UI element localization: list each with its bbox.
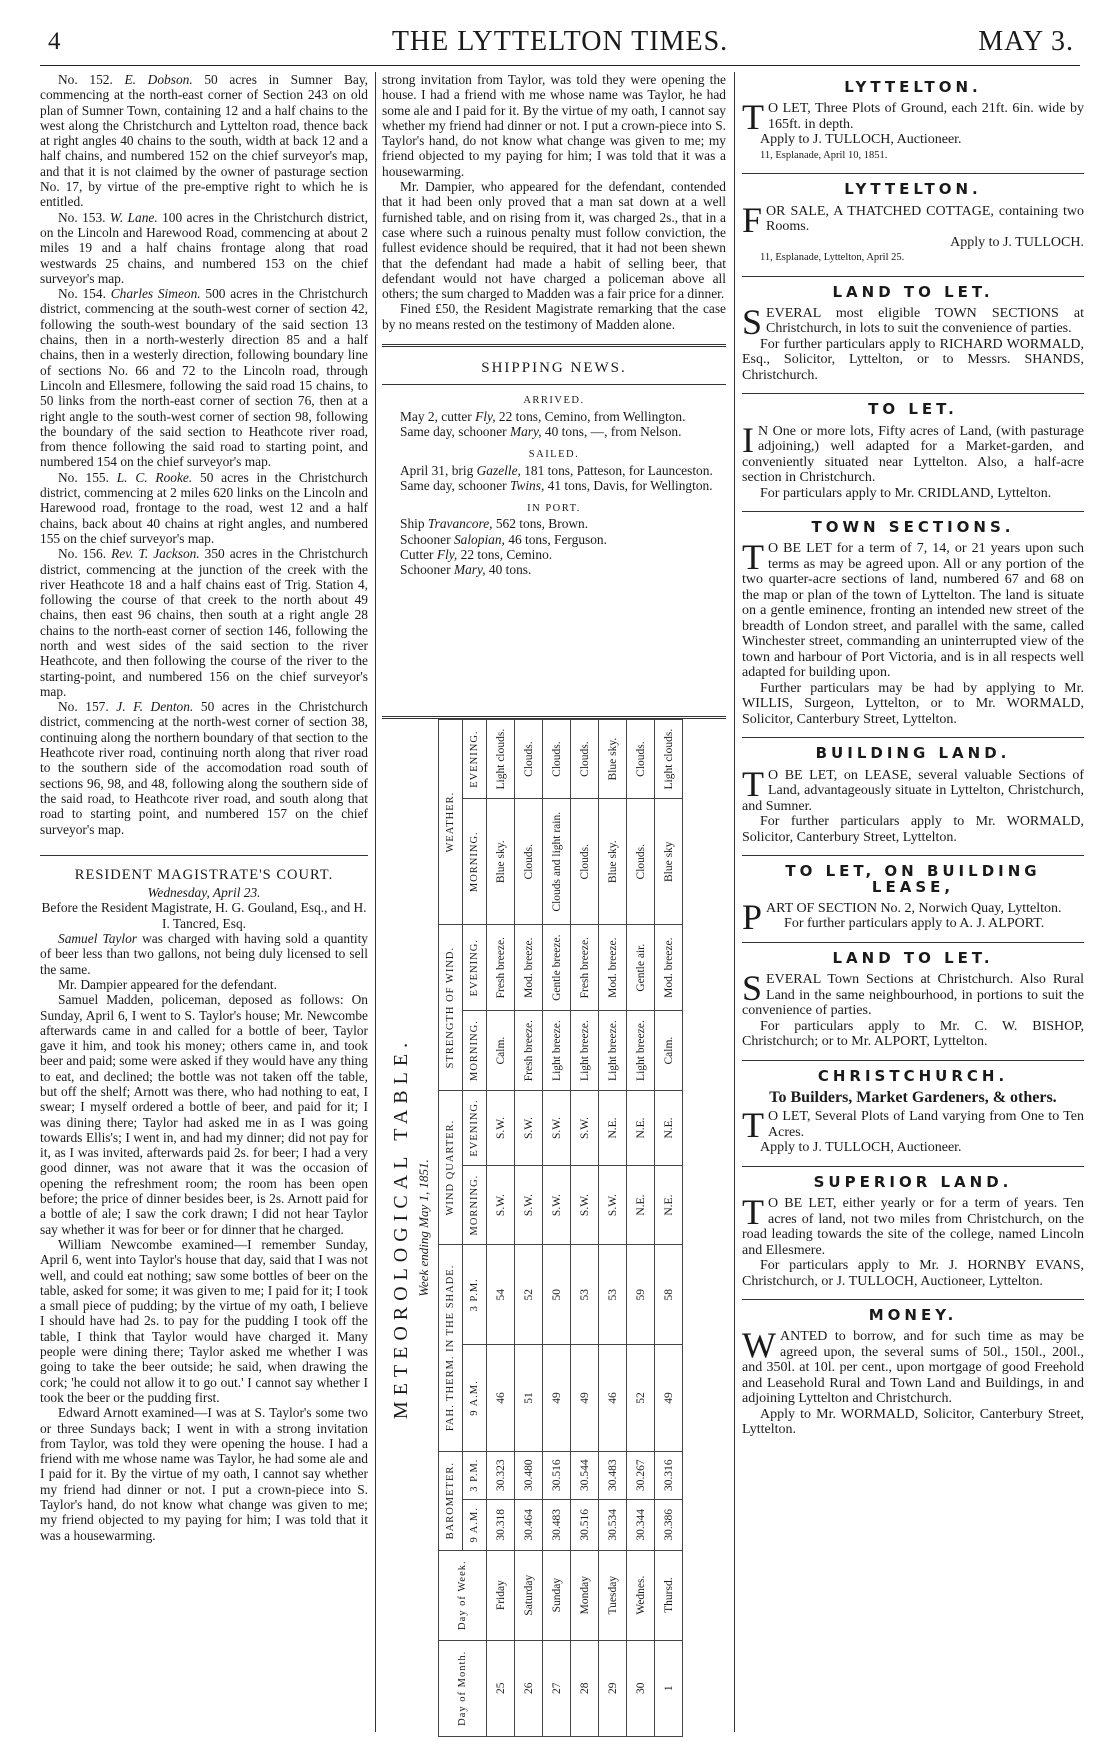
ad-to-let (742, 394, 1084, 512)
met-cell-w-e: Clouds. (627, 720, 655, 799)
met-cell-baro-pm: 30.267 (627, 1451, 655, 1499)
met-cell-wq-e: S.W. (487, 1091, 515, 1166)
ad-apply: For particulars apply to Mr. J. HORNBY EVANS, Christchurch, or J. TULLOCH, Auctioneer, Lyttelton. (742, 1258, 1084, 1289)
met-cell-t-pm: 58 (655, 1245, 683, 1345)
ad-heading: LYTTELTON. (844, 180, 982, 199)
met-cell-baro-pm: 30.316 (655, 1451, 683, 1499)
met-cell-ws-m: Fresh breeze. (515, 1011, 543, 1091)
land-claim: No. 152. E. Dobson. 50 acres in Sumner Bay, commencing at the north-east corner of Section 243 on old plan of Sumner Town, containing 12 and a half chains to the west along the Christchurch and Lyttelton road, thence back at right angles 40 chains to the south, width at back 12 and a half chains, and numbered 152 on the chief surveyor's map, and that it is not claimed by the owner of pasturage section No. 17, by virtue of the pre-emptive right to which he is entitled. (40, 72, 369, 210)
met-cell-wq-e: N.E. (627, 1091, 655, 1166)
sub-am: 9 A.M. (463, 1345, 487, 1451)
ad-town-sections (742, 512, 1084, 738)
met-cell-w-m: Blue sky (655, 799, 683, 925)
court-charge: Samuel Taylor was charged with having sold a quantity of beer less than two gallons, not being duly licensed to sell the same. (40, 931, 368, 977)
met-cell-t-pm: 52 (515, 1245, 543, 1345)
met-cell-w-m: Blue sky. (599, 799, 627, 925)
shipping-entry: May 2, cutter Fly, 22 tons, Cemino, from Wellington. (400, 408, 686, 424)
court-paragraph: Mr. Dampier appeared for the defendant. (58, 976, 277, 992)
col-wind-strength: STRENGTH OF WIND. (439, 925, 463, 1091)
met-cell-baro-pm: 30.483 (599, 1451, 627, 1499)
met-cell-wq-m: S.W. (515, 1165, 543, 1244)
met-row (543, 720, 571, 1737)
ad-building-land (742, 738, 1084, 856)
met-cell-ws-m: Light breeze. (627, 1011, 655, 1091)
met-cell-w-e: Light clouds. (487, 720, 515, 799)
ad-apply: Further particulars may be had by applying to Mr. WILLIS, Surgeon, Lyttelton, or to Mr. WORMALD, Solicitor, Canterbury Street, Lyttelton. (742, 680, 1084, 727)
column-1 (40, 72, 369, 1543)
met-cell-t-am: 49 (571, 1345, 599, 1451)
met-cell-day: 1 (655, 1640, 683, 1736)
met-cell-t-am: 51 (515, 1345, 543, 1451)
met-cell-ws-e: Gentle air. (627, 925, 655, 1011)
sub-pm: 3 P.M. (463, 1451, 487, 1499)
land-claims (40, 72, 368, 837)
met-cell-ws-e: Mod. breeze. (655, 925, 683, 1011)
ad-body: FOR SALE, A THATCHED COTTAGE, containing two Rooms. (742, 199, 1084, 240)
land-claim: No. 157. J. F. Denton. 50 acres in the Christchurch district, commencing at the north-west corner of section 38, continuing along the northern boundary of that section to the Heathcote river road, continuing north along that river road to the southern side of the accomodation road south of sections 96, 98, and 48, following along the southern side of the said road, to Heathcote river road, and south along that road to starting point, and numbered 157 on the chief surveyor's map. (40, 699, 368, 837)
sailed-label: SAILED. (528, 449, 580, 461)
court-paragraph: Samuel Madden, policeman, deposed as follows: On Sunday, April 6, I went to S. Taylor's house; Mr. Newcombe afterwards came in and called for a bottle of beer, Taylor gave it him, and took his money; others came in, and took beer and paid; some were asked if they would have any thing to eat, and declined; the bottle was not taken off the table, but off the shelf; Arnott was there, who had nothing to eat, I swear; I myself ordered a bottle of beer, and paid for it; I was dining there; Taylor had asked me in as I was going towards Ellis's; I went in, and had my dinner; did not pay for it, as I was invited, afterwards paid 2s. for beer; I had a very good dinner, was not aware that it was the occasion of opening the refreshment room; the room has been open before; the price of dinner besides beer, is 2s. Arnott paid for a bottle of ale; I saw the cork drawn; I did not hear Taylor say whether it was for beer or for dinner that he charged. (40, 992, 368, 1237)
met-cell-t-pm: 54 (487, 1245, 515, 1345)
met-cell-t-pm: 53 (599, 1245, 627, 1345)
met-cell-baro-pm: 30.323 (487, 1451, 515, 1499)
met-cell-wq-m: S.W. (571, 1165, 599, 1244)
masthead (40, 22, 1080, 66)
col-weather: WEATHER. (439, 720, 463, 925)
met-cell-t-am: 49 (655, 1345, 683, 1451)
ad-body: T O LET, Several Plots of Land varying from One to Ten Acres. (742, 1105, 1084, 1146)
ad-body: T O LET, Three Plots of Ground, each 21ft. 6in. wide by 165ft. in depth. (742, 97, 1084, 138)
column-3-advertisements (742, 72, 1084, 1448)
ad-address: 11, Esplanade, April 10, 1851. (760, 149, 888, 161)
court-paragraph: William Newcombe examined—I remember Sunday, April 6, went into Taylor's house that day, said that I was not well, and could eat nothing; saw some bottles of beer on the table, asked for some; it was given to me; I paid for it; I took a small piece of pudding; by the virtue of my oath, I believe I should have had 2s. to pay for the pudding I took off the table, I think that Taylor would have charged it. Many people were dining there; Taylor asked me whether I was going to take the beer outside; he said, when drawing the cork; 'he could not allow it to go out.' I cannot say whether I took the beer or the pudding first. (40, 1236, 368, 1405)
ad-heading: LAND TO LET. (832, 282, 994, 301)
court-verdict: Fined £50, the Resident Magistrate remarking that the case by no means rested on the testimony of Madden alone. (382, 301, 726, 332)
ad-body: WANTED to borrow, and for such time as may be agreed upon, the several sums of 50l., 150l., 200l., and 350l. at 10l. per cent., upon mortgage of good Freehold and Leasehold Rural and Town Land and Buildings, in and adjoining Lyttelton and Christchurch. (742, 1325, 1084, 1407)
land-claim: No. 155. L. C. Rooke. 50 acres in the Christchurch district, commencing at 2 miles 620 links on the Lincoln and Harewood road, frontage to the road, west 12 and a half chains, back about 40 chains at right angles, and numbered 155 on the chief surveyor's map. (40, 469, 368, 546)
met-cell-w-e: Blue sky. (599, 720, 627, 799)
met-cell-wq-e: N.E. (655, 1091, 683, 1166)
met-cell-baro-am: 30.464 (515, 1499, 543, 1550)
sub-evening: EVENING. (463, 925, 487, 1011)
ad-building-lease (742, 856, 1084, 943)
meteorological-table (382, 716, 726, 1734)
met-cell-baro-am: 30.534 (599, 1499, 627, 1550)
shipping-entry: Schooner Mary, 40 tons. (400, 562, 532, 578)
met-cell-day: 25 (487, 1640, 515, 1736)
meteorological-table-rotated (382, 719, 726, 1737)
met-cell-w-e: Light clouds. (655, 720, 683, 799)
arrived-label: ARRIVED. (523, 395, 585, 407)
sub-evening: EVENING. (463, 1091, 487, 1166)
ad-lyttelton-plots (742, 72, 1084, 174)
met-cell-w-m: Blue sky. (487, 799, 515, 925)
met-cell-day: 30 (627, 1640, 655, 1736)
ad-body: T O BE LET, on LEASE, several valuable Sections of Land, advantageously situate in Lyttelton, Christchurch, and Sumner. (742, 763, 1084, 814)
ad-land-to-let-2 (742, 943, 1084, 1061)
met-cell-baro-pm: 30.480 (515, 1451, 543, 1499)
met-cell-baro-am: 30.386 (655, 1499, 683, 1550)
met-cell-wq-e: N.E. (599, 1091, 627, 1166)
met-header-row (439, 720, 463, 1737)
ad-apply: For particulars apply to Mr. CRIDLAND, Lyttelton. (760, 485, 1052, 501)
met-cell-weekday: Friday (487, 1550, 515, 1640)
met-subtitle: Week ending May 1, 1851. (416, 1159, 431, 1297)
column-rule-1 (375, 72, 376, 1732)
land-claim: No. 153. W. Lane. 100 acres in the Christchurch district, on the Lincoln and Harewood Road, commencing at about 2 miles 19 and a half chains frontage along that road westwards 25 chains, and numbered 153 on the chief surveyor's map. (40, 209, 368, 286)
ad-body: T O BE LET, either yearly or for a term of years. Ten acres of land, not two miles from Christchurch, on the road leading towards the site of the college, named Lincoln and Ellesmere. (742, 1192, 1084, 1258)
met-cell-ws-m: Calm. (655, 1011, 683, 1091)
met-cell-t-am: 52 (627, 1345, 655, 1451)
shipping-entry: Same day, schooner Twins, 41 tons, Davis, for Wellington. (400, 477, 713, 493)
ad-body: I N One or more lots, Fifty acres of Land, (with pasturage adjoining,) well adapted for a Market-garden, and conveniently situated near Lyttelton. Also, a half-acre section in Christchurch. (742, 419, 1084, 486)
met-cell-ws-m: Light breeze. (571, 1011, 599, 1091)
sub-morning: MORNING. (463, 799, 487, 925)
met-cell-ws-m: Light breeze. (599, 1011, 627, 1091)
met-cell-day: 26 (515, 1640, 543, 1736)
shipping-entry: Ship Travancore, 562 tons, Brown. (400, 516, 589, 532)
met-cell-t-pm: 59 (627, 1245, 655, 1345)
issue-date: MAY 3. (978, 26, 1074, 57)
ad-christchurch (742, 1061, 1084, 1167)
col-therm: FAH. THERM. IN THE SHADE. (439, 1245, 463, 1451)
met-cell-day: 28 (571, 1640, 599, 1736)
sub-morning: MORNING. (463, 1165, 487, 1244)
land-claim: No. 156. Rev. T. Jackson. 350 acres in the Christchurch district, commencing at the junction of the creek with the river Heathcote 18 and a half chains east of Trig. Station 4, following the course of that creek to the north about 49 chains, then east 96 chains, then south at a right angle 28 chains to the north-east corner of section 146, following the north and west sides of the said section to the river Heathcote, and then following the course of the river to the starting-point, and numbered 156 on the chief surveyor's map. (40, 546, 369, 699)
met-cell-ws-m: Calm. (487, 1011, 515, 1091)
met-row (627, 720, 655, 1737)
ad-apply: Apply to J. TULLOCH, Auctioneer. (760, 1140, 962, 1156)
met-cell-ws-e: Fresh breeze. (487, 925, 515, 1011)
met-cell-day: 29 (599, 1640, 627, 1736)
met-cell-day: 27 (543, 1640, 571, 1736)
met-cell-w-m: Clouds. (627, 799, 655, 925)
met-cell-t-am: 46 (599, 1345, 627, 1451)
met-cell-baro-pm: 30.516 (543, 1451, 571, 1499)
met-cell-ws-e: Mod. breeze. (599, 925, 627, 1011)
ad-apply: For further particulars apply to RICHARD WORMALD, Esq., Solicitor, Lyttelton, or to Messrs. SHANDS, Christchurch. (742, 336, 1084, 383)
met-cell-wq-m: S.W. (599, 1165, 627, 1244)
court-heading: RESIDENT MAGISTRATE'S COURT. (40, 855, 368, 883)
met-cell-t-pm: 50 (543, 1245, 571, 1345)
met-cell-w-e: Clouds. (571, 720, 599, 799)
ad-address: 11, Esplanade, Lyttelton, April 25. (760, 252, 905, 264)
newspaper-title: THE LYTTELTON TIMES. (391, 26, 729, 57)
column-2 (382, 72, 726, 578)
ad-heading: LAND TO LET. (832, 948, 994, 967)
met-cell-t-am: 46 (487, 1345, 515, 1451)
court-paragraph: Edward Arnott examined—I was at S. Taylor's some two or three Sundays back; I went in with a strong invitation from Taylor, was told they were opening the house. I had a friend with me whose name was Taylor, he had some ale and I paid for it. By the virtue of my oath, I cannot say whether my friend had dinner or not. I put a crown-piece into S. Taylor's hand, do not know what change was given to me; my friend objected to my paying for him; I was told that it was a housewarming. (40, 1405, 368, 1543)
met-data-table (438, 719, 683, 1737)
shipping-entry: Schooner Salopian, 46 tons, Ferguson. (400, 531, 607, 547)
met-cell-w-m: Clouds. (571, 799, 599, 925)
land-claim: No. 154. Charles Simeon. 500 acres in the Christchurch district, commencing at the south-west corner of section 42, following the south-west boundary of the said section 13 chains, then in a north-westerly direction 85 and a half chains, then in a westerly direction, following boundary line of sections No. 66 and 72 to the Lincoln road, through Lincoln and Ellesmere, following the said road 15 chains, to 50 links from the north-east corner of section 76, then at a right angle to the south-west corner of section 98, following the boundary of the said section to Heathcote river road, from thence following the said road to starting point, and numbered 154 on the chief surveyor's map. (40, 286, 368, 470)
met-cell-ws-e: Fresh breeze. (571, 925, 599, 1011)
met-cell-w-m: Clouds. (515, 799, 543, 925)
shipping-entry: April 31, brig Gazelle, 181 tons, Patteson, for Launceston. (400, 462, 713, 478)
ad-apply: Apply to Mr. WORMALD, Solicitor, Canterbury Street, Lyttelton. (742, 1406, 1084, 1438)
met-cell-weekday: Saturday (515, 1550, 543, 1640)
met-row (487, 720, 515, 1737)
ad-heading: TOWN SECTIONS. (811, 518, 1015, 537)
sub-evening: EVENING. (463, 720, 487, 799)
col-day-month: Day of Month. (439, 1640, 487, 1736)
met-cell-ws-e: Gentle breeze. (543, 925, 571, 1011)
col-barometer: BAROMETER. (439, 1451, 463, 1550)
met-row (655, 720, 683, 1737)
sub-pm: 3 P.M. (463, 1245, 487, 1345)
met-cell-wq-e: S.W. (515, 1091, 543, 1166)
shipping-entry: Same day, schooner Mary, 40 tons, —, from Nelson. (400, 423, 682, 439)
page-number: 4 (48, 28, 61, 55)
ad-money (742, 1300, 1084, 1448)
section-divider (382, 344, 726, 347)
ad-body: T O BE LET for a term of 7, 14, or 21 years upon such terms as may be agreed upon. All or any portion of the two quarter-acre sections of land, numbered 67 and 68 on the map or plan of the town of Lyttelton. The land is situate on a gentle eminence, fronting an intended new street of the breadth of London street, and parallel with the same, called Winchester street, commanding an uninterrupted view of the town and harbour of Port Victoria, and is in all respects well adapted for building upon. (742, 537, 1084, 681)
ad-apply: Apply to J. TULLOCH. (950, 234, 1084, 250)
met-cell-wq-m: S.W. (487, 1165, 515, 1244)
column-rule-2 (734, 72, 735, 1732)
met-cell-baro-am: 30.344 (627, 1499, 655, 1550)
ad-lyttelton-cottage (742, 174, 1084, 276)
ad-heading: TO LET. (868, 400, 958, 419)
met-row (571, 720, 599, 1737)
met-cell-baro-pm: 30.544 (571, 1451, 599, 1499)
ad-heading: SUPERIOR LAND. (813, 1172, 1013, 1191)
shipping-heading: SHIPPING NEWS. (382, 361, 726, 385)
met-cell-wq-m: S.W. (543, 1165, 571, 1244)
ad-apply: For particulars apply to Mr. C. W. BISHOP, Christchurch; or to Mr. ALPORT, Lyttelton. (742, 1018, 1084, 1050)
met-cell-w-e: Clouds. (543, 720, 571, 799)
ad-land-to-let (742, 277, 1084, 395)
met-cell-weekday: Sunday (543, 1550, 571, 1640)
met-cell-ws-e: Mod. breeze. (515, 925, 543, 1011)
met-row (515, 720, 543, 1737)
ad-apply: For further particulars apply to Mr. WORMALD, Solicitor, Canterbury Street, Lyttelton. (742, 814, 1084, 845)
met-cell-weekday: Thursd. (655, 1550, 683, 1640)
court-before: Before the Resident Magistrate, H. G. Gouland, Esq., and H. I. Tancred, Esq. (41, 900, 367, 931)
inport-label: IN PORT. (527, 503, 581, 515)
ad-heading: TO LET, ON BUILDING LEASE, (785, 862, 1041, 896)
ad-heading: BUILDING LAND. (815, 744, 1011, 763)
met-cell-w-m: Clouds and light rain. (543, 799, 571, 925)
met-cell-ws-m: Light breeze. (543, 1011, 571, 1091)
met-body (487, 720, 683, 1737)
met-row (599, 720, 627, 1737)
court-paragraph: Mr. Dampier, who appeared for the defendant, contended that it had been only proved that a man sat down at a well furnished table, and on rising from it, was charged 2s., that in a case where such a ruinous penalty must follow conviction, the fullest evidence should be required, that it had not been shewn that the defendant had made a habit of selling beer, that defendant would not have charged a policeman above all others; the sum charged to Madden was a fair price for a dinner. (382, 179, 726, 302)
met-cell-baro-am: 30.516 (571, 1499, 599, 1550)
ad-heading: LYTTELTON. (844, 78, 982, 96)
ad-body: SEVERAL Town Sections at Christchurch. Also Rural Land in the same neighbourhood, in portions to suit the convenience of parties. (742, 968, 1084, 1019)
sub-morning: MORNING. (463, 1011, 487, 1091)
met-cell-wq-e: S.W. (543, 1091, 571, 1166)
ad-apply: For further particulars apply to A. J. ALPORT. (784, 916, 1045, 932)
col-wind-quarter: WIND QUARTER. (439, 1091, 463, 1245)
met-title: METEOROLOGICAL TABLE. (390, 1036, 412, 1420)
met-cell-weekday: Tuesday (599, 1550, 627, 1640)
ad-body: PART OF SECTION No. 2, Norwich Quay, Lyttelton. (742, 896, 1062, 937)
shipping-entry: Cutter Fly, 22 tons, Cemino. (400, 547, 553, 563)
met-cell-wq-m: N.E. (627, 1165, 655, 1244)
col-day-week: Day of Week. (439, 1550, 487, 1640)
met-cell-weekday: Wednes. (627, 1550, 655, 1640)
met-cell-wq-m: N.E. (655, 1165, 683, 1244)
met-cell-wq-e: S.W. (571, 1091, 599, 1166)
ad-heading: MONEY. (868, 1306, 958, 1325)
ad-superior-land (742, 1167, 1084, 1300)
met-cell-w-e: Clouds. (515, 720, 543, 799)
met-cell-t-am: 49 (543, 1345, 571, 1451)
met-cell-baro-am: 30.318 (487, 1499, 515, 1550)
met-cell-baro-am: 30.483 (543, 1499, 571, 1550)
sub-am: 9 A.M. (463, 1499, 487, 1550)
ad-apply: Apply to J. TULLOCH, Auctioneer. (760, 132, 962, 148)
ad-heading: CHRISTCHURCH. (817, 1066, 1009, 1085)
met-cell-weekday: Monday (571, 1550, 599, 1640)
court-paragraph-continued: strong invitation from Taylor, was told they were opening the house. I had a friend with me whose name was Taylor, he had some ale and I paid for it. By the virtue of my oath, I cannot say whether my friend had dinner or not. I put a crown-piece into S. Taylor's hand, do not know what change was given to me; my friend objected to my paying for him; I was told that it was a housewarming. (382, 72, 726, 179)
court-date: Wednesday, April 23. (147, 885, 261, 901)
met-cell-t-pm: 53 (571, 1245, 599, 1345)
ad-body: SEVERAL most eligible TOWN SECTIONS at Christchurch, in lots to suit the convenience of parties. (742, 301, 1084, 342)
ad-subheading: To Builders, Market Gardeners, & others. (769, 1088, 1057, 1106)
